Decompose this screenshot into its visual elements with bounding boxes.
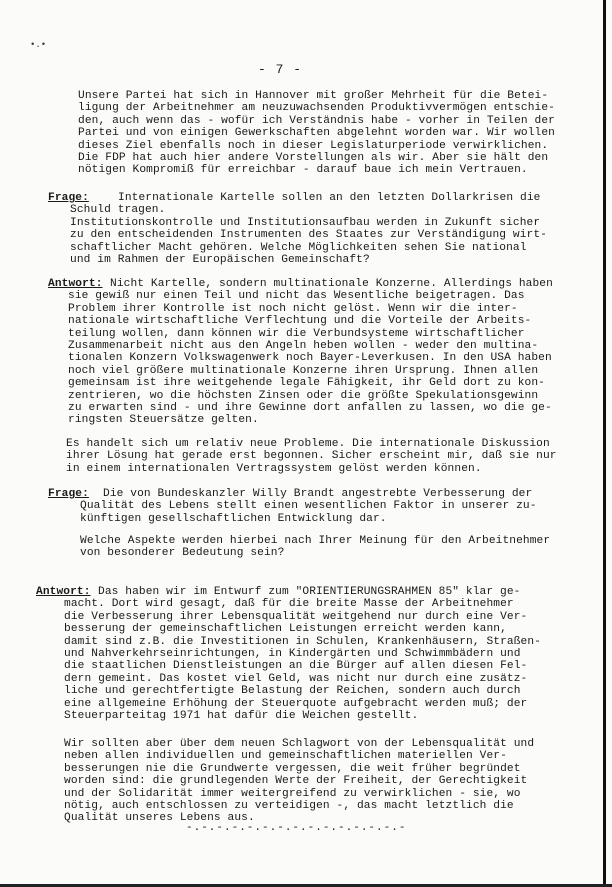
- text-line: die Verbesserung ihrer Lebensqualität weitgehend nur durch eine Ver-: [64, 610, 528, 623]
- text-line: noch viel größere multinationale Konzerne ihren Ursprung. Ihnen allen: [68, 364, 539, 377]
- text-line: Schuld tragen.: [70, 204, 166, 217]
- text-line: ringsten Steuersätze gelten.: [68, 414, 259, 427]
- text-line: macht. Dort wird gesagt, daß für die breite Masse der Arbeitnehmer: [64, 598, 514, 611]
- text-line: zu den entscheidenden Instrumenten des Staates zur Verständigung wirt-: [70, 229, 547, 242]
- text-line: worden sind: die grundlegenden Werte der Freiheit, der Gerechtigkeit: [64, 775, 528, 788]
- text-line: und Nahverkehrseinrichtungen, in Kindergärten und Schwimmbädern und: [64, 648, 521, 660]
- text-line: Institutionskontrolle und Institutionsaufbau werden in Zukunft sicher: [70, 216, 541, 229]
- answer-label: Antwort:: [48, 278, 103, 290]
- text-line: Welche Aspekte werden hierbei nach Ihrer Meinung für den Arbeitnehmer: [80, 535, 551, 547]
- text-line: teilung wollen, dann können wir die Verbundsysteme wirtschaftlicher: [68, 327, 525, 340]
- closing-rule: -.-.-.-.-.-.-.-.-.-.-.-.-.-.-: [186, 822, 407, 834]
- text-line: Unsere Partei hat sich in Hannover mit großer Mehrheit für die Betei-: [78, 90, 549, 102]
- page-number: - 7 -: [257, 62, 302, 77]
- text-line: die staatlichen Dienstleistungen an die Bürger auf allen diesen Fel-: [64, 660, 528, 673]
- text-line: gemeinsam ist ihre weitgehende legale Fähigkeit, ihr Geld dort zu kon-: [68, 377, 545, 390]
- text-line: Die FDP hat auch hier andere Vorstellungen als wir. Aber sie hält den: [78, 152, 549, 164]
- text-line: Nicht Kartelle, sondern multinationale Konzerne. Allerdings haben: [110, 278, 553, 290]
- text-line: neben allen individuellen und gemeinschaftlichen materiellen Ver-: [64, 750, 507, 763]
- text-line: sie gewiß nur einen Teil und nicht das Wesentliche beigetragen. Das: [68, 290, 525, 303]
- question-label: Frage:: [48, 192, 89, 204]
- text-line: liche und gerechtfertigte Belastung der Reichen, sondern auch durch: [64, 685, 521, 698]
- text-line: den, auch wenn das - wofür ich Verständnis habe - vorher in Teilen der: [78, 114, 555, 127]
- text-line: Die von Bundeskanzler Willy Brandt angestrebte Verbesserung der: [103, 488, 533, 500]
- text-line: Qualität unseres Lebens aus.: [64, 812, 255, 825]
- scan-speck: •.•: [30, 40, 47, 50]
- text-line: besserung der gemeinschaftlichen Leistungen erreicht werden kann,: [64, 623, 507, 636]
- text-line: Das haben wir im Entwurf zum "ORIENTIERUNGSRAHMEN 85" klar ge-: [98, 586, 521, 598]
- text-line: schaftlicher Macht gehören. Welche Möglichkeiten sehen Sie national: [70, 241, 527, 254]
- text-line: besserungen nie die Grundwerte vergessen, die weit früher begründet: [64, 762, 521, 775]
- text-line: eine allgemeine Erhöhung der Steuerquote aufgebracht werden muß; der: [64, 697, 528, 710]
- text-line: damit sind z.B. die Investitionen in Schulen, Krankenhäusern, Straßen-: [64, 635, 541, 648]
- answer-label: Antwort:: [36, 586, 91, 598]
- text-line: zu erwarten sind - und ihre Gewinne dort anfallen zu lassen, wo die ge-: [68, 402, 552, 414]
- text-line: Es handelt sich um relativ neue Probleme. Die internationale Diskussion: [66, 438, 550, 450]
- text-line: Partei und von einigen Gewerkschaften abgelehnt worden war. Wir wollen: [78, 127, 555, 140]
- text-line: Qualität des Lebens stellt einen wesentlichen Faktor in unserer zu-: [80, 500, 537, 513]
- text-line: ligung der Arbeitnehmer am neuzuwachsenden Produktivvermögen entschie-: [78, 102, 555, 115]
- text-line: nötigen Kompromiß für erreichbar - darauf baue ich mein Vertrauen.: [78, 164, 528, 177]
- text-line: und im Rahmen der Europäischen Gemeinschaft?: [70, 254, 370, 266]
- scan-border-right: [603, 0, 606, 887]
- text-line: Zusammenarbeit nicht aus den Angeln heben wollen - weder den multina-: [68, 340, 539, 352]
- text-line: tionalen Konzern Volkswagenwerk noch Bayer-Leverkusen. In den USA haben: [68, 352, 552, 365]
- text-line: in einem internationalen Vertragssystem gelöst werden können.: [66, 462, 482, 475]
- text-line: dieses Ziel ebenfalls noch in dieser Legislaturperiode verwirklichen.: [78, 139, 549, 152]
- text-line: künftigen gesellschaftlichen Entwicklung dar.: [80, 512, 387, 525]
- text-line: Internationale Kartelle sollen an den letzten Dollarkrisen die: [118, 192, 541, 204]
- text-line: Problem ihrer Kontrolle ist noch nicht gelöst. Wenn wir die inter-: [68, 302, 518, 315]
- text-line: Wir sollten aber über dem neuen Schlagwort von der Lebensqualität und: [64, 738, 535, 750]
- question-label: Frage:: [48, 488, 89, 500]
- text-line: dern gemeint. Das kostet viel Geld, was nicht nur durch eine zusätz-: [64, 672, 528, 685]
- text-line: Steuerparteitag 1971 hat dafür die Weichen gestellt.: [64, 710, 419, 722]
- text-line: und der Solidarität immer weitergreifend zu verwirklichen - sie, wo: [64, 787, 521, 800]
- text-line: von besonderer Bedeutung sein?: [80, 547, 285, 560]
- text-line: nationale wirtschaftliche Verflechtung und die Vorteile der Arbeits-: [68, 315, 532, 328]
- text-line: zentrieren, wo die höchsten Zinsen oder die größte Spekulationsgewinn: [68, 389, 539, 402]
- text-line: nötig, auch entschlossen zu verteidigen -, das macht letztlich die: [64, 800, 514, 812]
- text-line: ihrer Lösung hat gerade erst begonnen. Sicher erscheint mir, daß sie nur: [66, 450, 557, 463]
